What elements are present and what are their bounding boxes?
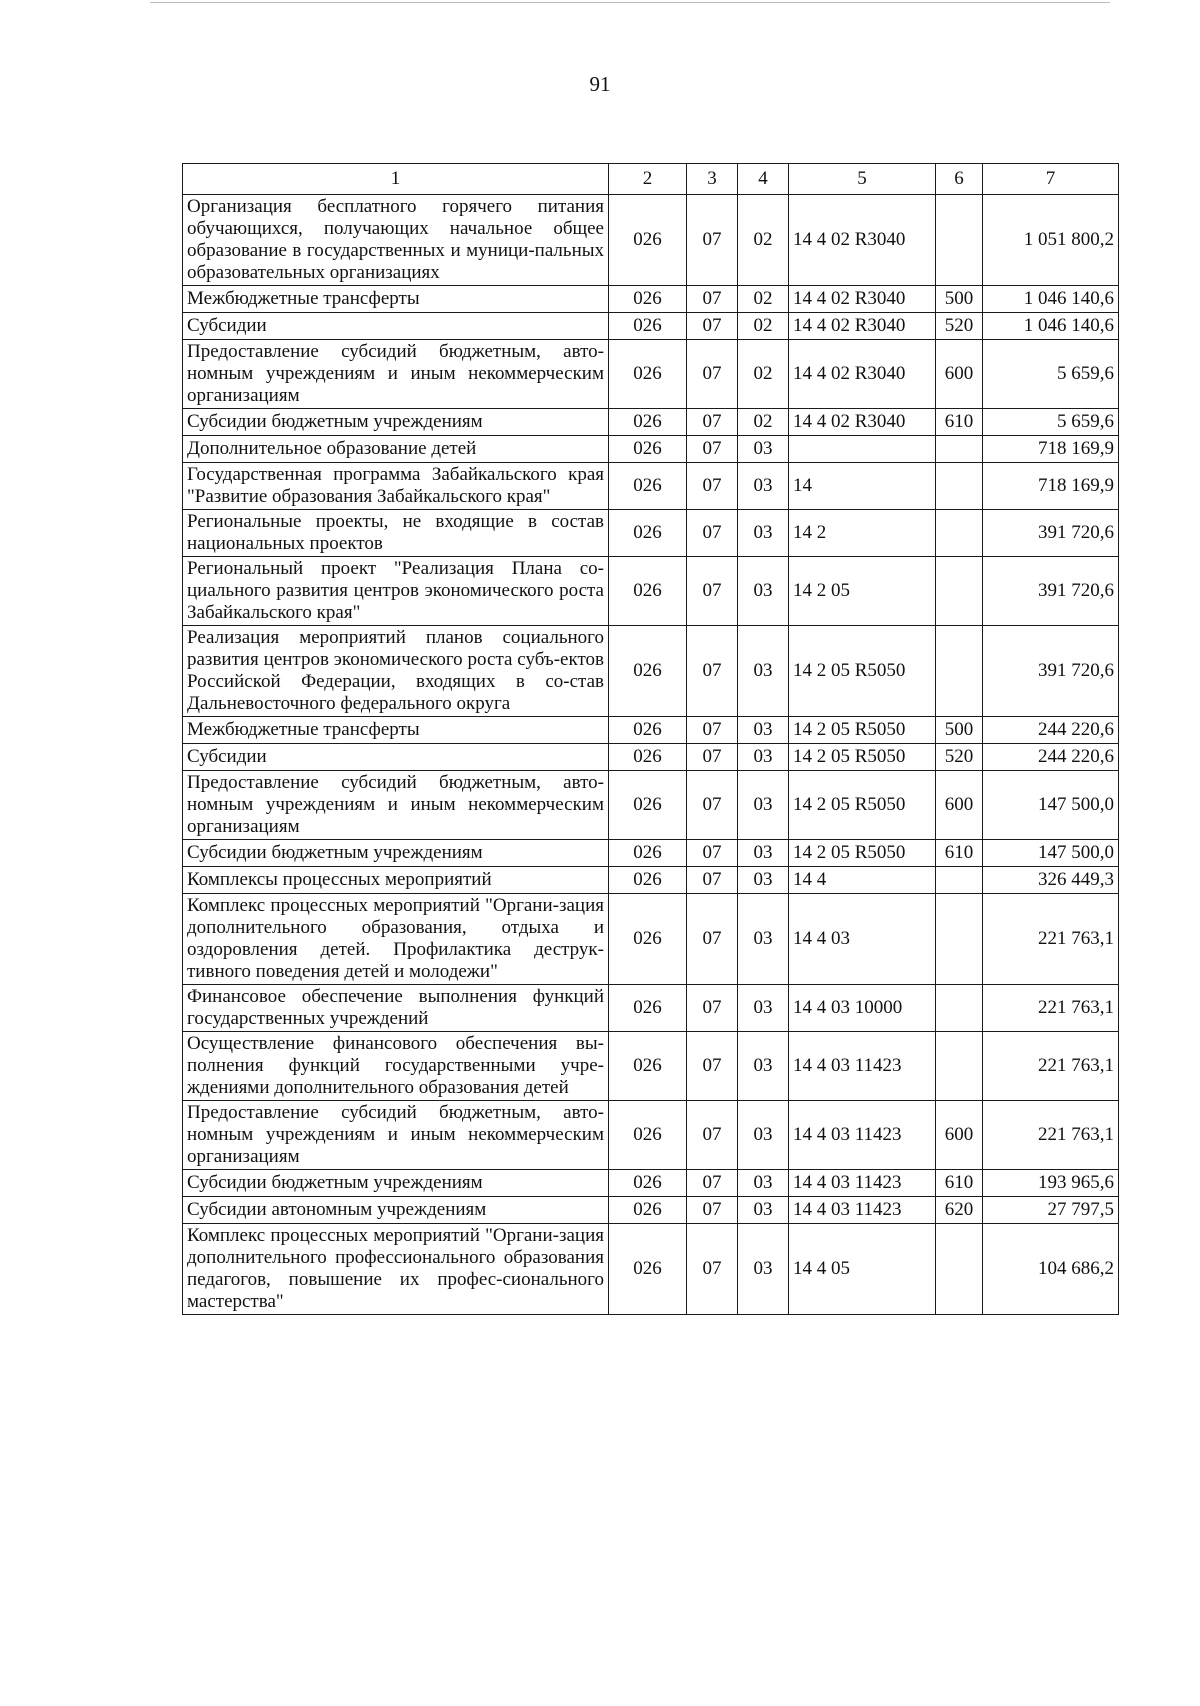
row-target-cell: 14 [789, 463, 936, 510]
row-subsection-cell: 03 [738, 1032, 789, 1101]
table-row [183, 985, 1119, 1032]
row-code-cell: 026 [609, 626, 687, 717]
row-amount-cell: 221 763,1 [983, 894, 1119, 985]
row-name-cell: Комплекс процессных мероприятий "Органи-зация дополнительного образования, отдыха и оздоровления детей. Профилактика деструк-тивного поведения детей и молодежи" [183, 894, 609, 985]
header-cell-1: 1 [183, 164, 609, 195]
row-subsection-cell: 03 [738, 985, 789, 1032]
row-amount-cell: 326 449,3 [983, 867, 1119, 894]
row-subsection-cell: 02 [738, 409, 789, 436]
row-amount-cell: 147 500,0 [983, 840, 1119, 867]
row-expense-type-cell: 520 [936, 744, 983, 771]
row-subsection-cell: 03 [738, 771, 789, 840]
row-section-cell: 07 [687, 867, 738, 894]
header-cell-7: 7 [983, 164, 1119, 195]
row-subsection-cell: 03 [738, 840, 789, 867]
row-expense-type-cell [936, 894, 983, 985]
table-row [183, 1197, 1119, 1224]
row-name-cell: Комплексы процессных мероприятий [183, 867, 609, 894]
row-expense-type-cell [936, 1224, 983, 1315]
row-code-cell: 026 [609, 510, 687, 557]
row-name-cell: Межбюджетные трансферты [183, 286, 609, 313]
row-section-cell: 07 [687, 436, 738, 463]
row-name-cell: Предоставление субсидий бюджетным, авто-номным учреждениям и иным некоммерческим организациям [183, 771, 609, 840]
row-amount-cell: 718 169,9 [983, 463, 1119, 510]
row-expense-type-cell [936, 557, 983, 626]
row-expense-type-cell: 600 [936, 771, 983, 840]
header-cell-3: 3 [687, 164, 738, 195]
row-amount-cell: 104 686,2 [983, 1224, 1119, 1315]
row-section-cell: 07 [687, 1224, 738, 1315]
row-expense-type-cell: 620 [936, 1197, 983, 1224]
table-row [183, 1170, 1119, 1197]
row-target-cell: 14 4 03 11423 [789, 1197, 936, 1224]
row-subsection-cell: 03 [738, 1101, 789, 1170]
row-expense-type-cell: 500 [936, 717, 983, 744]
top-border-line [150, 2, 1110, 3]
row-amount-cell: 193 965,6 [983, 1170, 1119, 1197]
row-subsection-cell: 02 [738, 286, 789, 313]
row-target-cell: 14 2 05 R5050 [789, 771, 936, 840]
row-target-cell: 14 4 03 11423 [789, 1032, 936, 1101]
table-row [183, 409, 1119, 436]
row-expense-type-cell: 610 [936, 409, 983, 436]
row-code-cell: 026 [609, 717, 687, 744]
table-row [183, 771, 1119, 840]
table-row [183, 744, 1119, 771]
table-row [183, 1224, 1119, 1315]
table-row [183, 867, 1119, 894]
table-row [183, 1032, 1119, 1101]
row-amount-cell: 718 169,9 [983, 436, 1119, 463]
row-name-cell: Организация бесплатного горячего питания обучающихся, получающих начальное общее образование в государственных и муници-пальных образовательных организациях [183, 195, 609, 286]
row-section-cell: 07 [687, 1101, 738, 1170]
row-section-cell: 07 [687, 340, 738, 409]
row-expense-type-cell: 610 [936, 1170, 983, 1197]
table-header-row [183, 164, 1119, 195]
row-section-cell: 07 [687, 1032, 738, 1101]
row-section-cell: 07 [687, 510, 738, 557]
row-amount-cell: 1 051 800,2 [983, 195, 1119, 286]
row-name-cell: Субсидии [183, 744, 609, 771]
row-name-cell: Региональные проекты, не входящие в состав национальных проектов [183, 510, 609, 557]
row-code-cell: 026 [609, 1032, 687, 1101]
row-expense-type-cell [936, 867, 983, 894]
table-body [183, 164, 1119, 1315]
row-name-cell: Субсидии автономным учреждениям [183, 1197, 609, 1224]
row-subsection-cell: 02 [738, 340, 789, 409]
table-row [183, 510, 1119, 557]
row-target-cell: 14 2 05 R5050 [789, 744, 936, 771]
row-expense-type-cell [936, 195, 983, 286]
row-amount-cell: 244 220,6 [983, 717, 1119, 744]
row-amount-cell: 1 046 140,6 [983, 313, 1119, 340]
row-code-cell: 026 [609, 1170, 687, 1197]
row-amount-cell: 147 500,0 [983, 771, 1119, 840]
row-subsection-cell: 03 [738, 436, 789, 463]
row-target-cell: 14 4 03 11423 [789, 1101, 936, 1170]
row-target-cell: 14 4 02 R3040 [789, 409, 936, 436]
row-amount-cell: 5 659,6 [983, 409, 1119, 436]
row-expense-type-cell: 600 [936, 340, 983, 409]
row-section-cell: 07 [687, 463, 738, 510]
row-code-cell: 026 [609, 409, 687, 436]
row-subsection-cell: 03 [738, 867, 789, 894]
row-subsection-cell: 03 [738, 1224, 789, 1315]
row-expense-type-cell [936, 985, 983, 1032]
row-target-cell [789, 436, 936, 463]
row-expense-type-cell [936, 463, 983, 510]
budget-table [182, 163, 1119, 1315]
row-target-cell: 14 4 02 R3040 [789, 313, 936, 340]
row-section-cell: 07 [687, 717, 738, 744]
row-name-cell: Реализация мероприятий планов социального развития центров экономического роста субъ-ектов Российской Федерации, входящих в со-став Дальневосточного федерального округа [183, 626, 609, 717]
row-target-cell: 14 4 03 [789, 894, 936, 985]
row-target-cell: 14 4 02 R3040 [789, 195, 936, 286]
row-expense-type-cell: 600 [936, 1101, 983, 1170]
row-name-cell: Субсидии бюджетным учреждениям [183, 1170, 609, 1197]
page-number: 91 [589, 72, 611, 96]
row-subsection-cell: 03 [738, 510, 789, 557]
table-row [183, 463, 1119, 510]
table-row [183, 286, 1119, 313]
table-row [183, 313, 1119, 340]
row-target-cell: 14 2 05 R5050 [789, 717, 936, 744]
row-code-cell: 026 [609, 195, 687, 286]
row-expense-type-cell [936, 626, 983, 717]
row-name-cell: Государственная программа Забайкальского края "Развитие образования Забайкальского края" [183, 463, 609, 510]
table-row [183, 436, 1119, 463]
row-expense-type-cell: 610 [936, 840, 983, 867]
header-cell-6: 6 [936, 164, 983, 195]
row-target-cell: 14 2 05 R5050 [789, 626, 936, 717]
row-section-cell: 07 [687, 286, 738, 313]
row-target-cell: 14 4 [789, 867, 936, 894]
table-row [183, 195, 1119, 286]
row-code-cell: 026 [609, 985, 687, 1032]
row-code-cell: 026 [609, 867, 687, 894]
row-target-cell: 14 4 03 10000 [789, 985, 936, 1032]
row-subsection-cell: 03 [738, 557, 789, 626]
row-expense-type-cell [936, 436, 983, 463]
row-target-cell: 14 2 05 [789, 557, 936, 626]
row-subsection-cell: 02 [738, 195, 789, 286]
row-target-cell: 14 4 02 R3040 [789, 340, 936, 409]
table-row [183, 340, 1119, 409]
table-row [183, 626, 1119, 717]
row-code-cell: 026 [609, 1197, 687, 1224]
row-subsection-cell: 03 [738, 894, 789, 985]
row-amount-cell: 391 720,6 [983, 510, 1119, 557]
row-amount-cell: 221 763,1 [983, 1032, 1119, 1101]
row-code-cell: 026 [609, 771, 687, 840]
row-target-cell: 14 2 05 R5050 [789, 840, 936, 867]
row-subsection-cell: 03 [738, 717, 789, 744]
row-expense-type-cell: 500 [936, 286, 983, 313]
row-amount-cell: 5 659,6 [983, 340, 1119, 409]
table-row [183, 557, 1119, 626]
row-target-cell: 14 4 05 [789, 1224, 936, 1315]
table-row [183, 840, 1119, 867]
row-subsection-cell: 03 [738, 1197, 789, 1224]
row-section-cell: 07 [687, 1197, 738, 1224]
row-code-cell: 026 [609, 557, 687, 626]
row-code-cell: 026 [609, 894, 687, 985]
header-cell-2: 2 [609, 164, 687, 195]
row-section-cell: 07 [687, 626, 738, 717]
header-cell-4: 4 [738, 164, 789, 195]
row-amount-cell: 1 046 140,6 [983, 286, 1119, 313]
row-name-cell: Предоставление субсидий бюджетным, авто-номным учреждениям и иным некоммерческим организациям [183, 1101, 609, 1170]
row-amount-cell: 391 720,6 [983, 626, 1119, 717]
row-name-cell: Межбюджетные трансферты [183, 717, 609, 744]
row-subsection-cell: 03 [738, 463, 789, 510]
row-amount-cell: 27 797,5 [983, 1197, 1119, 1224]
row-name-cell: Осуществление финансового обеспечения вы-полнения функций государственными учре-ждениями дополнительного образования детей [183, 1032, 609, 1101]
row-amount-cell: 221 763,1 [983, 1101, 1119, 1170]
row-name-cell: Субсидии бюджетным учреждениям [183, 409, 609, 436]
row-expense-type-cell: 520 [936, 313, 983, 340]
row-target-cell: 14 2 [789, 510, 936, 557]
row-name-cell: Дополнительное образование детей [183, 436, 609, 463]
row-section-cell: 07 [687, 840, 738, 867]
row-name-cell: Субсидии бюджетным учреждениям [183, 840, 609, 867]
row-expense-type-cell [936, 510, 983, 557]
row-code-cell: 026 [609, 1101, 687, 1170]
row-section-cell: 07 [687, 1170, 738, 1197]
row-code-cell: 026 [609, 313, 687, 340]
row-code-cell: 026 [609, 744, 687, 771]
row-code-cell: 026 [609, 286, 687, 313]
row-code-cell: 026 [609, 436, 687, 463]
row-target-cell: 14 4 03 11423 [789, 1170, 936, 1197]
row-code-cell: 026 [609, 463, 687, 510]
row-name-cell: Финансовое обеспечение выполнения функций государственных учреждений [183, 985, 609, 1032]
row-section-cell: 07 [687, 195, 738, 286]
row-code-cell: 026 [609, 840, 687, 867]
table-row [183, 1101, 1119, 1170]
row-subsection-cell: 03 [738, 1170, 789, 1197]
row-code-cell: 026 [609, 340, 687, 409]
header-cell-5: 5 [789, 164, 936, 195]
row-expense-type-cell [936, 1032, 983, 1101]
table-row [183, 894, 1119, 985]
row-section-cell: 07 [687, 409, 738, 436]
row-section-cell: 07 [687, 313, 738, 340]
row-section-cell: 07 [687, 771, 738, 840]
row-amount-cell: 221 763,1 [983, 985, 1119, 1032]
row-name-cell: Предоставление субсидий бюджетным, авто-номным учреждениям и иным некоммерческим организациям [183, 340, 609, 409]
row-subsection-cell: 03 [738, 626, 789, 717]
row-amount-cell: 244 220,6 [983, 744, 1119, 771]
row-amount-cell: 391 720,6 [983, 557, 1119, 626]
row-section-cell: 07 [687, 557, 738, 626]
row-name-cell: Региональный проект "Реализация Плана со-циального развития центров экономического роста Забайкальского края" [183, 557, 609, 626]
row-section-cell: 07 [687, 894, 738, 985]
row-target-cell: 14 4 02 R3040 [789, 286, 936, 313]
row-section-cell: 07 [687, 985, 738, 1032]
row-subsection-cell: 02 [738, 313, 789, 340]
row-subsection-cell: 03 [738, 744, 789, 771]
row-name-cell: Комплекс процессных мероприятий "Органи-зация дополнительного профессионального образования педагогов, повышение их профес-сионального мастерства" [183, 1224, 609, 1315]
row-code-cell: 026 [609, 1224, 687, 1315]
table-row [183, 717, 1119, 744]
row-name-cell: Субсидии [183, 313, 609, 340]
row-section-cell: 07 [687, 744, 738, 771]
